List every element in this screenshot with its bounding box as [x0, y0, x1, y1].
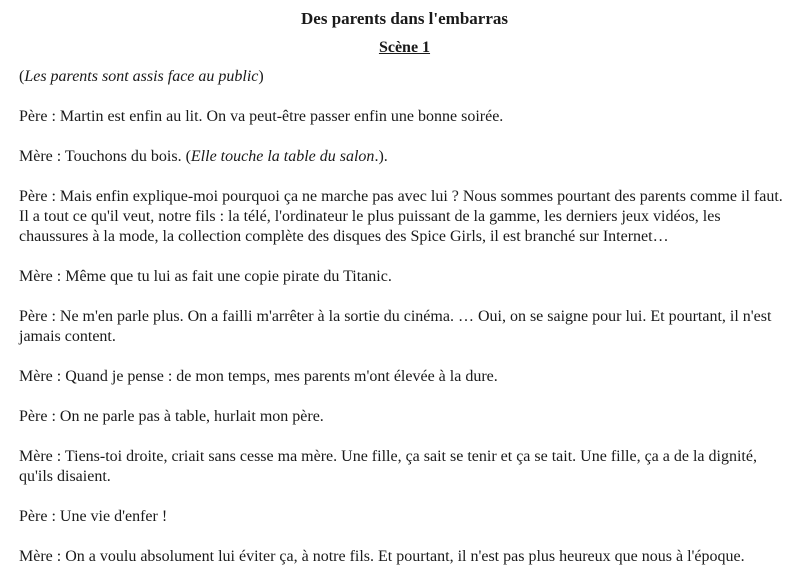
speaker: Mère — [19, 548, 53, 565]
line-text: Une vie d'enfer ! — [59, 508, 168, 525]
dialogue-line — [19, 267, 790, 287]
line-stage-direction: Elle touche la table du salon — [190, 148, 375, 165]
line-text: Quand je pense : de mon temps, mes parents m'ont élevée à la dure. — [65, 368, 498, 385]
separator: : — [47, 108, 60, 125]
document-title: Des parents dans l'embarras — [301, 9, 508, 28]
dialogue-line — [19, 407, 790, 427]
dialogue-line — [19, 187, 790, 247]
dialogue-line — [19, 107, 790, 127]
separator: : — [52, 148, 65, 165]
line-text: Martin est enfin au lit. On va peut-être passer enfin une bonne soirée. — [59, 108, 504, 125]
separator: : — [47, 508, 60, 525]
separator: : — [52, 368, 66, 385]
dialogue-line — [19, 147, 790, 167]
speaker: Père — [19, 508, 48, 525]
line-text: Ne m'en parle plus. On a failli m'arrêter à la sortie du cinéma. … Oui, on se saigne pour lui. Et pourtant, il n'est jamais content. — [19, 308, 772, 345]
stage-direction-text: Les parents sont assis face au public — [24, 68, 259, 85]
speaker: Père — [19, 188, 48, 205]
speaker: Mère — [19, 368, 53, 385]
line-text: Même que tu lui as fait une copie pirate du Titanic. — [65, 268, 392, 285]
speaker: Mère — [19, 268, 53, 285]
stage-direction-open: ( — [19, 68, 25, 85]
separator: : — [52, 548, 66, 565]
speaker: Père — [19, 308, 48, 325]
separator: : — [47, 308, 60, 325]
dialogue-line — [19, 447, 790, 487]
line-text: On a voulu absolument lui éviter ça, à notre fils. Et pourtant, il n'est pas plus heureux que nous à l'époque. — [65, 548, 745, 565]
speaker: Mère — [19, 148, 53, 165]
separator: : — [47, 188, 60, 205]
line-text: Tiens-toi droite, criait sans cesse ma mère. Une fille, ça sait se tenir et ça se tait. Une fille, ça a de la dignité, qu'ils disaient. — [19, 448, 757, 485]
dialogue-line — [19, 507, 790, 527]
line-text: Touchons du bois. ( — [64, 148, 191, 165]
line-text: Mais enfin explique-moi pourquoi ça ne marche pas avec lui ? Nous sommes pourtant des parents comme il faut. Il a tout ce qu'il veut, notre fils : la télé, l'ordinateur le plus puissant de la gamme, les derniers jeux vidéos, les chaussures à la mode, la collection complète des disques des Spice Girls, il est branché sur Internet… — [19, 188, 783, 245]
speaker: Père — [19, 408, 48, 425]
line-text: On ne parle pas à table, hurlait mon père. — [59, 408, 324, 425]
line-text-after: .). — [374, 148, 388, 165]
stage-direction-close: ) — [258, 68, 264, 85]
separator: : — [52, 268, 66, 285]
speaker: Mère — [19, 448, 53, 465]
stage-direction — [19, 67, 790, 87]
dialogue-line — [19, 307, 790, 347]
separator: : — [47, 408, 60, 425]
dialogue-line — [19, 547, 790, 567]
scene-heading: Scène 1 — [378, 39, 431, 56]
separator: : — [52, 448, 65, 465]
dialogue-line — [19, 367, 790, 387]
speaker: Père — [19, 108, 48, 125]
document-page — [0, 9, 800, 587]
